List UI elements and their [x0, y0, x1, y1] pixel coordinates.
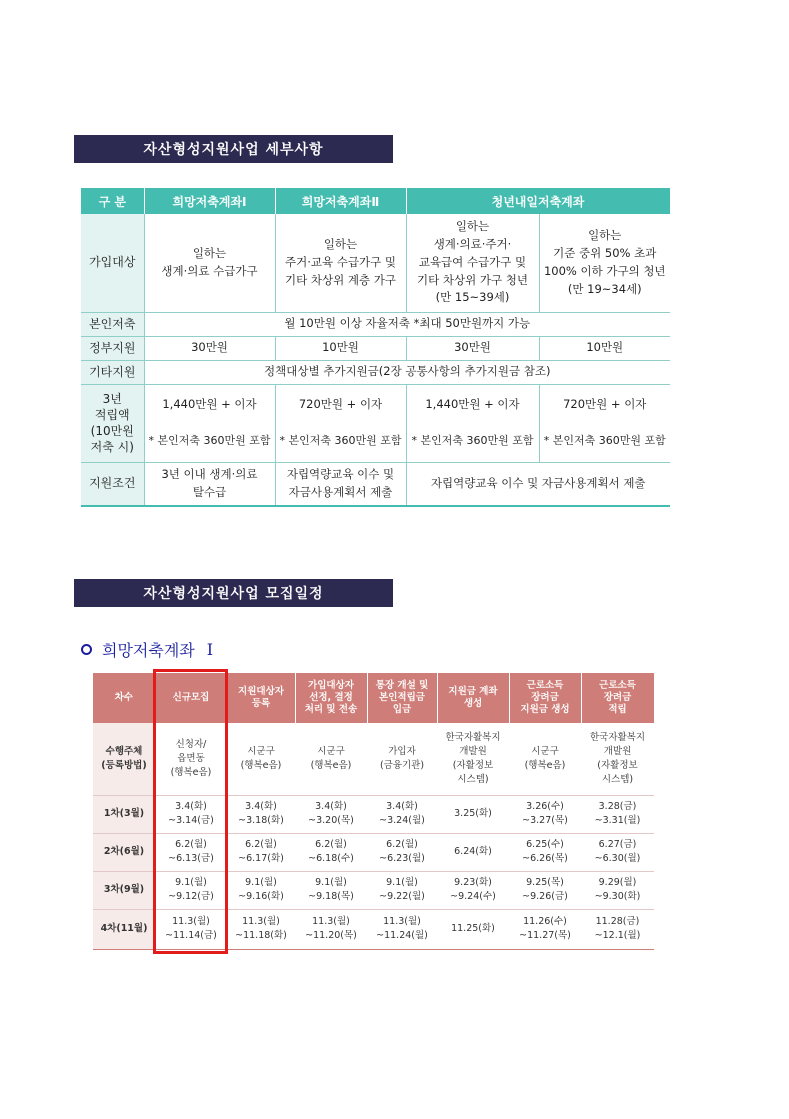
- cell: 11.28(금) ~12.1(월): [581, 909, 654, 949]
- cell: 정책대상별 추가지원금(2장 공통사항의 추가지원금 참조): [144, 360, 670, 384]
- row-gov-support: [81, 336, 670, 360]
- cell: 720만원 + 이자 * 본인저축 360만원 포함: [539, 384, 670, 462]
- section-title-text: 자산형성지원사업 세부사항: [143, 142, 324, 158]
- cell: 3.28(금) ~3.31(월): [581, 795, 654, 833]
- circle-bullet-icon: [81, 644, 92, 655]
- cell: 9.1(월) ~9.22(월): [367, 871, 437, 909]
- cell: 6.24(화): [437, 833, 509, 871]
- cell: 11.3(월) ~11.20(목): [295, 909, 367, 949]
- header-hope2: 희망저축계좌Ⅱ: [275, 188, 406, 214]
- cell: 1,440만원 + 이자 * 본인저축 360만원 포함: [144, 384, 275, 462]
- row-label: 4차(11월): [93, 909, 155, 949]
- subheading-number: Ⅰ: [206, 640, 214, 659]
- cell: 10만원: [539, 336, 670, 360]
- cell: 1,440만원 + 이자 * 본인저축 360만원 포함: [406, 384, 539, 462]
- header-new-recruit: 신규모집: [155, 673, 227, 723]
- details-header-row: [81, 188, 670, 214]
- cell: 10만원: [275, 336, 406, 360]
- cell: 3년 이내 생계·의료 탈수급: [144, 462, 275, 506]
- cell: 한국자활복지 개발원 (자활정보 시스템): [437, 723, 509, 795]
- row-label: 3차(9월): [93, 871, 155, 909]
- details-table: [81, 188, 671, 507]
- row-self-saving: [81, 312, 670, 336]
- cell: 6.27(금) ~6.30(월): [581, 833, 654, 871]
- header-incentive-save: 근로소득 장려금 적립: [581, 673, 654, 723]
- row-label: 본인저축: [81, 312, 144, 336]
- row-label: 3년 적립액 (10만원 저축 시): [81, 384, 144, 462]
- cell: 일하는 생계·의료 수급가구: [144, 214, 275, 312]
- cell: 3.4(화) ~3.20(목): [295, 795, 367, 833]
- header-category: 구 분: [81, 188, 144, 214]
- row-amount: [81, 384, 670, 462]
- subheading-hope1: [81, 638, 213, 661]
- row-label: 가입대상: [81, 214, 144, 312]
- section-title-details: [74, 135, 393, 163]
- row-join-target: [81, 214, 670, 312]
- cell: 6.2(월) ~6.17(화): [227, 833, 295, 871]
- cell: 9.29(월) ~9.30(화): [581, 871, 654, 909]
- cell: 11.3(월) ~11.18(화): [227, 909, 295, 949]
- header-register: 지원대상자 등록: [227, 673, 295, 723]
- row-label: 정부지원: [81, 336, 144, 360]
- cell: 시군구 (행복e음): [295, 723, 367, 795]
- section-title-schedule: [74, 579, 393, 607]
- cell: 자립역량교육 이수 및 자금사용계획서 제출: [275, 462, 406, 506]
- cell: 30만원: [144, 336, 275, 360]
- header-round: 차수: [93, 673, 155, 723]
- cell: 30만원: [406, 336, 539, 360]
- cell: 3.25(화): [437, 795, 509, 833]
- cell: 자립역량교육 이수 및 자금사용계획서 제출: [406, 462, 670, 506]
- new-recruit-highlight: [153, 669, 228, 954]
- row-label: 수행주체 (등록방법): [93, 723, 155, 795]
- row-label: 기타지원: [81, 360, 144, 384]
- cell: 한국자활복지 개발원 (자활정보 시스템): [581, 723, 654, 795]
- cell: 9.1(월) ~9.18(목): [295, 871, 367, 909]
- header-account-open: 통장 개설 및 본인적립금 입금: [367, 673, 437, 723]
- row-label: 2차(6월): [93, 833, 155, 871]
- row-label: 1차(3월): [93, 795, 155, 833]
- cell: 9.1(월) ~9.12(금): [155, 871, 227, 909]
- header-support-account: 지원금 계좌 생성: [437, 673, 509, 723]
- cell: 9.25(목) ~9.26(금): [509, 871, 581, 909]
- cell: 6.2(월) ~6.13(금): [155, 833, 227, 871]
- header-hope1: 희망저축계좌Ⅰ: [144, 188, 275, 214]
- cell: 11.3(월) ~11.14(금): [155, 909, 227, 949]
- cell: 3.4(화) ~3.14(금): [155, 795, 227, 833]
- cell: 일하는 생계·의료·주거· 교육급여 수급가구 및 기타 차상위 가구 청년 (만 15~39세): [406, 214, 539, 312]
- cell: 11.25(화): [437, 909, 509, 949]
- cell: 3.4(화) ~3.24(월): [367, 795, 437, 833]
- cell: 월 10만원 이상 자율저축 *최대 50만원까지 가능: [144, 312, 670, 336]
- cell: 3.4(화) ~3.18(화): [227, 795, 295, 833]
- cell: 시군구 (행복e음): [509, 723, 581, 795]
- header-youth: 청년내일저축계좌: [406, 188, 670, 214]
- cell: 6.2(월) ~6.23(월): [367, 833, 437, 871]
- cell: 9.23(화) ~9.24(수): [437, 871, 509, 909]
- row-other-support: [81, 360, 670, 384]
- cell: 3.26(수) ~3.27(목): [509, 795, 581, 833]
- cell: 일하는 기준 중위 50% 초과 100% 이하 가구의 청년 (만 19~34세): [539, 214, 670, 312]
- cell: 9.1(월) ~9.16(화): [227, 871, 295, 909]
- header-incentive-create: 근로소득 장려금 지원금 생성: [509, 673, 581, 723]
- header-select: 가입대상자 선정, 결정 처리 및 전송: [295, 673, 367, 723]
- row-condition: [81, 462, 670, 506]
- cell: 일하는 주거·교육 수급가구 및 기타 차상위 계층 가구: [275, 214, 406, 312]
- section-title-text: 자산형성지원사업 모집일정: [143, 586, 324, 602]
- cell: 가입자 (금융기관): [367, 723, 437, 795]
- subheading-text: 희망저축계좌: [102, 641, 195, 660]
- cell: 6.2(월) ~6.18(수): [295, 833, 367, 871]
- cell: 시군구 (행복e음): [227, 723, 295, 795]
- cell: 신청자/ 읍면동 (행복e음): [155, 723, 227, 795]
- row-label: 지원조건: [81, 462, 144, 506]
- cell: 6.25(수) ~6.26(목): [509, 833, 581, 871]
- cell: 720만원 + 이자 * 본인저축 360만원 포함: [275, 384, 406, 462]
- cell: 11.3(월) ~11.24(월): [367, 909, 437, 949]
- cell: 11.26(수) ~11.27(목): [509, 909, 581, 949]
